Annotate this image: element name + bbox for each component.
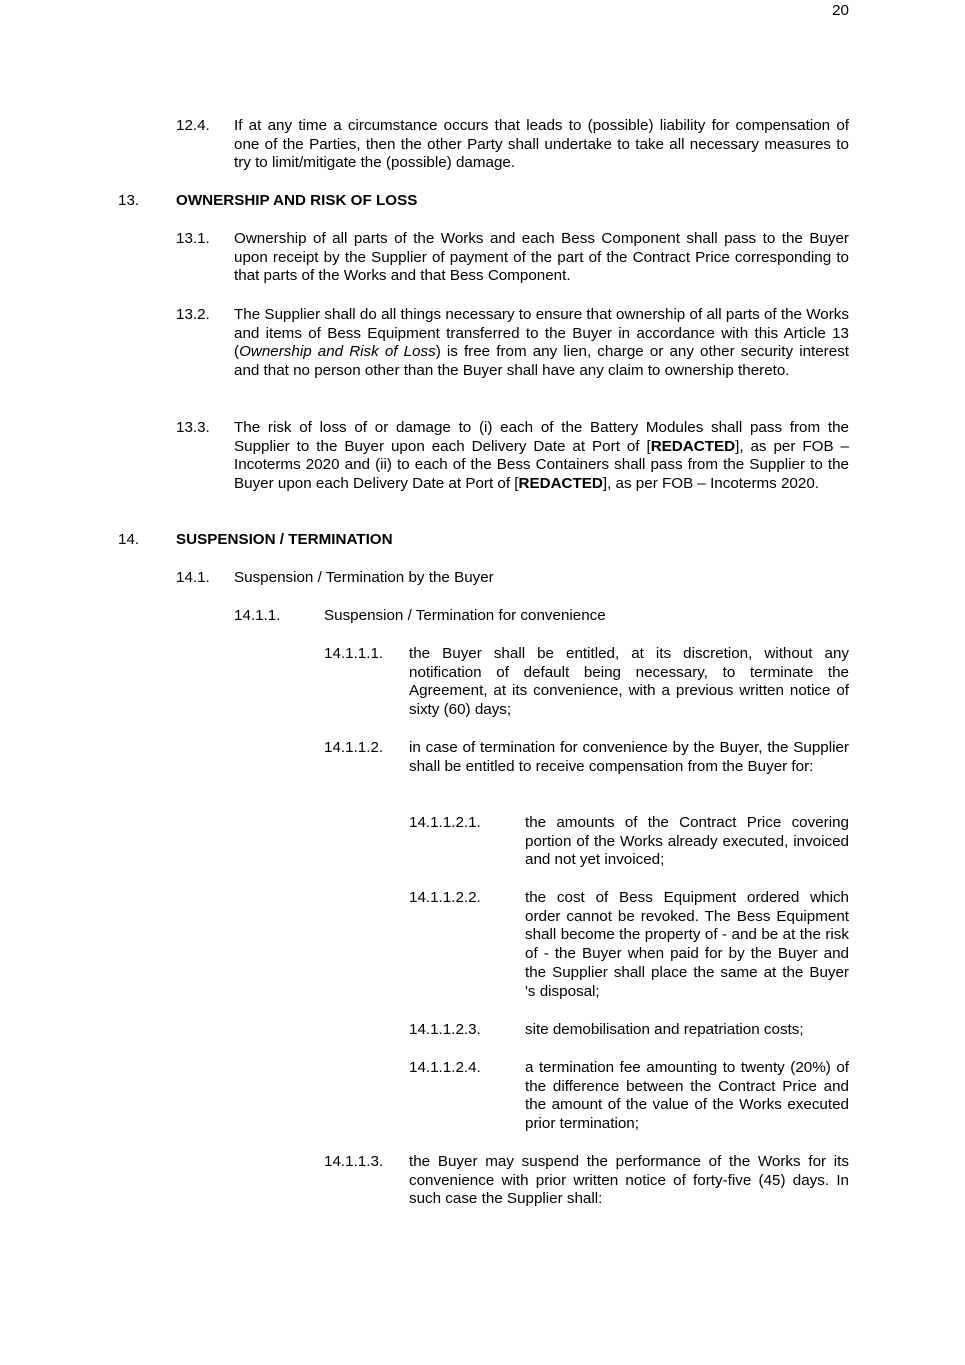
section-title: OWNERSHIP AND RISK OF LOSS xyxy=(176,192,418,209)
clause-text: the Buyer may suspend the performance of the Works for its convenience with prior written notice of forty-five (45) days. In such case the Supplier shall: xyxy=(409,1153,849,1208)
clause-text: the amounts of the Contract Price covering portion of the Works already executed, invoiced and not yet invoiced; xyxy=(525,814,849,869)
clause-text: Suspension / Termination for convenience xyxy=(324,607,606,624)
clause-number: 13.1. xyxy=(176,230,210,247)
clause-text: the cost of Bess Equipment ordered which order cannot be revoked. The Bess Equipment shall become the property of - and be at the risk of - the Buyer when paid for by the Buyer and the Supplier shall place the same at the Buyer 's disposal; xyxy=(525,889,849,1000)
clause-text-part: ], as per FOB – Incoterms 2020 and (ii) to each of the Bess Containers shall pass from the Supplier to the Buyer upon each Delivery Date at Port of [ xyxy=(234,437,849,493)
clause-number: 14.1.1.3. xyxy=(324,1153,384,1170)
section-number: 13. xyxy=(118,192,140,209)
section-title: SUSPENSION / TERMINATION xyxy=(176,531,393,548)
clause-number: 12.4. xyxy=(176,117,210,134)
clause-text-part: The risk of loss of or damage to (i) each of the Battery Modules shall pass from the Supplier to the Buyer upon each Delivery Date at Port of [ xyxy=(234,419,849,455)
clause-text-part: ], as per FOB – Incoterms 2020. xyxy=(602,475,819,493)
clause-text: in case of termination for convenience by the Buyer, the Supplier shall be entitled to receive compensation from the Buyer for: xyxy=(409,739,849,775)
redacted-label: REDACTED xyxy=(650,437,736,455)
clause-number: 14.1.1.2.1. xyxy=(409,814,481,831)
clause-text: Ownership of all parts of the Works and each Bess Component shall pass to the Buyer upon receipt by the Supplier of payment of the part of the Contract Price corresponding to that parts of the Works and that Bess Component. xyxy=(234,230,849,285)
page-number: 20 xyxy=(832,2,849,19)
clause-text: If at any time a circumstance occurs that leads to (possible) liability for compensation of one of the Parties, then the other Party shall undertake to take all necessary measures to try to limit/mitigate the (possible) damage. xyxy=(234,117,849,172)
clause-number: 14.1.1. xyxy=(234,607,281,624)
clause-text xyxy=(234,306,849,381)
clause-text: Suspension / Termination by the Buyer xyxy=(234,569,494,586)
clause-number: 14.1.1.2. xyxy=(324,739,384,756)
clause-text: a termination fee amounting to twenty (20%) of the difference between the Contract Price and the amount of the value of the Works executed prior termination; xyxy=(525,1059,849,1133)
clause-text xyxy=(234,419,849,494)
clause-text-part: The Supplier shall do all things necessary to ensure that ownership of all parts of the Works and items of Bess Equipment transferred to the Buyer in accordance with this Article 13 ( xyxy=(234,306,849,361)
clause-number: 14.1.1.2.3. xyxy=(409,1021,481,1038)
clause-number: 14.1.1.1. xyxy=(324,645,384,662)
section-number: 14. xyxy=(118,531,140,548)
clause-number: 13.3. xyxy=(176,419,210,436)
redacted-label: REDACTED xyxy=(518,475,603,493)
clause-text: the Buyer shall be entitled, at its discretion, without any notification of default being necessary, to terminate the Agreement, at its convenience, with a previous written notice of sixty (60) days; xyxy=(409,645,849,719)
article-title-italic: Ownership and Risk of Loss xyxy=(239,343,436,361)
clause-number: 14.1. xyxy=(176,569,210,586)
clause-number: 13.2. xyxy=(176,306,210,323)
clause-text: site demobilisation and repatriation costs; xyxy=(525,1021,804,1038)
clause-text-part: ) is free from any lien, charge or any other security interest and that no person other than the Buyer shall have any claim to ownership thereto. xyxy=(234,343,850,380)
clause-number: 14.1.1.2.4. xyxy=(409,1059,481,1076)
clause-number: 14.1.1.2.2. xyxy=(409,889,481,906)
